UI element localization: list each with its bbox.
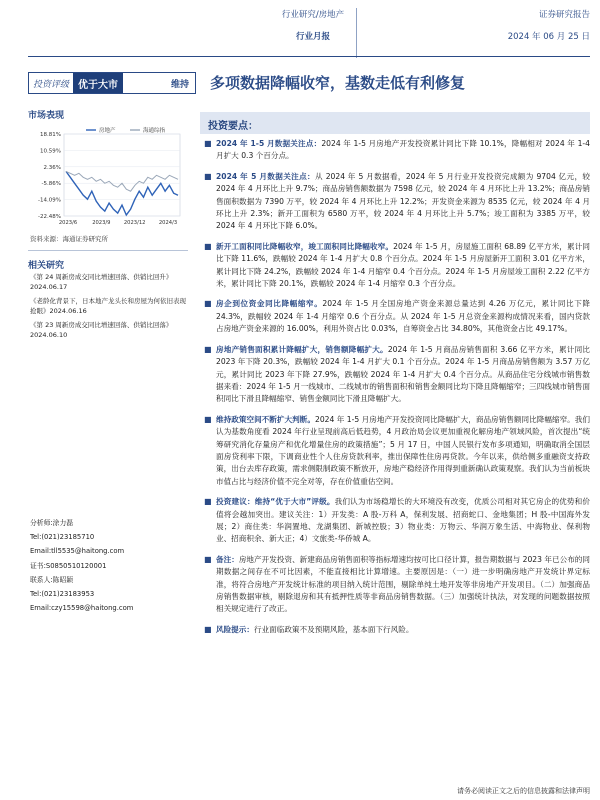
contact-tel: Tel:(021)23183953 [30, 590, 95, 599]
related-section-title: 相关研究 [28, 261, 65, 271]
rating-box [28, 72, 196, 94]
key-point-paragraph [204, 624, 590, 636]
series-line-index [66, 171, 178, 191]
x-tick-label: 2023/9 [92, 220, 111, 226]
header-category: 行业研究/房地产 [281, 10, 345, 20]
key-point-lead: 风险提示： [216, 624, 254, 634]
related-divider [28, 250, 188, 251]
rating-change: 维持 [170, 79, 189, 90]
analyst-block [30, 516, 133, 615]
key-point-text: 2024 年 1-5 月全国房地产资金来源总量达到 4.26 万亿元，累计同比下降 24.3%，跌幅较 2024 年 1-4 月缩窄 0.6 个百分点。从 2024 年 1-5 月总资金来源构成情况来看，国内贷款占房地产资金来源的 16.00%，利用外资占比 0.03%，自筹资金占比 34.80%，其他资金占比 49.17%。 [216, 299, 590, 334]
contact-name: 联系人:陈昭颖 [30, 575, 74, 584]
header-brand: 证券研究报告 [538, 10, 590, 20]
key-point-paragraph [204, 344, 590, 406]
y-tick-label: -5.86% [41, 181, 61, 188]
y-tick-label: -14.09% [38, 197, 61, 204]
key-point-paragraph [204, 298, 590, 335]
bullet-icon: ■ [204, 344, 212, 354]
key-point-text: 从 2024 年 5 月数据看，2024 年 5 月行业开发投资完成额为 9704 亿元，较 2024 年 4 月环比上升 9.7%；商品房销售额数据为 7598 亿元，较 2024 年 4 月环比上升 13.2%；商品房销售面积数据为 7390 万平，较 2024 年 4 月环比上升 12.2%；开发资金来源为 8535 亿元，较 2024 年 4 月环比上升 2.3%；新开工面积为 6580 万平，较 2024 年 4 月环比上升 5.7%；竣工面积为 3385 万平，较 2024 年 4 月环比下降 6.0%。 [216, 171, 590, 231]
analyst-email[interactable]: Email:tll5535@haitong.com [30, 547, 125, 556]
key-point-text: 房地产开发投资、新建商品房销售面积等指标增速均按可比口径计算，报告期数据与 2023 年已公布的同期数据之间存在不可比因素，不能直接相比计算增速。主要原因是：（一）进一步明确房地产开发统计界定标准，将符合房地产开发统计标准的项目纳入统计范围，剔除单纯土地开发等非房地产开发项目。（二）加强商品房销售数据审核，剔除退房和其有抵押性质等非商品房销售数据。（三）加强统计执法，对发现的问题数据按照相关规定进行了改正。 [216, 554, 591, 614]
x-tick-label: 2023/12 [123, 220, 146, 226]
key-point-lead: 2024 年 5 月数据关注点： [216, 171, 315, 181]
market-section-title: 市场表现 [28, 111, 65, 121]
bullet-icon: ■ [204, 139, 212, 148]
header-rule [28, 56, 590, 57]
x-tick-label: 2023/6 [58, 220, 78, 226]
key-point-text: 行业面临政策不及预期风险，基本面下行风险。 [253, 624, 414, 634]
key-point-lead: 备注： [216, 554, 239, 564]
bullet-icon: ■ [204, 624, 212, 634]
x-tick-label: 2024/3 [158, 220, 178, 226]
rating-label: 投资评级 [33, 79, 70, 90]
bullet-icon: ■ [204, 414, 212, 424]
header-left [268, 8, 358, 42]
header-date: 2024 年 06 月 25 日 [507, 32, 590, 42]
rating-value: 优于大市 [73, 73, 123, 93]
key-point-paragraph [204, 171, 590, 233]
chart-source: 资料来源：海通证券研究所 [30, 235, 108, 243]
market-chart-svg [28, 124, 188, 230]
legend-label: 房地产 [99, 128, 116, 134]
key-points-title: 投资要点： [208, 121, 258, 132]
key-point-text: 2024 年 1-5 月商品房销售面积 3.66 亿平方米，累计同比 2023 年下降 20.3%，跌幅较 2024 年 1-4 月扩大 0.1 个百分点。2024 年 1-5 月商品房销售额为 3.57 万亿元，累计同比 2023 年下降 27.9%，跌幅较 2024 年 1-4 月扩大 0.4 个百分点。从商品住宅分线城市销售数据来看：2024 年 1-5 月一线城市、二线城市的销售面积和销售金额同比均下降且降幅缩窄；三四线城市销售面积同比下滑且降幅缩窄、销售金额同比下滑且降幅扩大。 [216, 344, 590, 404]
header-report-type: 行业月报 [295, 32, 330, 42]
analyst-cert: 证书:S0850510120001 [30, 561, 107, 570]
contact-email[interactable]: Email:czy15598@haitong.com [30, 604, 134, 613]
key-point-lead: 2024 年 1-5 月数据关注点： [216, 139, 322, 148]
key-point-lead: 维持政策空间不断扩大判断。 [216, 414, 315, 424]
footer-disclaimer: 请务必阅读正文之后的信息披露和法律声明 [457, 787, 590, 795]
key-point-lead: 投资建议：维持“优于大市”评级。 [216, 497, 335, 507]
header-divider [356, 8, 357, 58]
key-point-text: 2024 年 1-5 月房地产开发投资同比降幅扩大，商品房销售额同比降幅缩窄。我们认为基数角度看 2024 年行业呈现前高后低趋势，4 月政治局会议更加重视化解房地产领域风险，首次提出“统筹研究消化存量房产和优化增量住房的政策措施”；5 月 17 日，中国人民银行发布多项通知，明确取消全国层面房贷利率下限，下调商业性个人住房贷款利率，推出保障性住房再贷款。今年以来，供给侧多重融资支持政策，出台去库存政策，需求侧限制政策不断放开，房地产稳经济作用得到重新确认政策观察。我们认为当前板块市值占比与经济价值不完全对等，存在价值重估空间。 [216, 414, 591, 486]
market-chart [28, 124, 188, 230]
legend-label: 海通综指 [143, 128, 166, 134]
key-point-text: 我们认为市场稳增长的大环境没有改变，优质公司相对其它房企的优势和价值将会越加突出。建议关注：1）开发类：A 股-万科 A，保利发展、招商蛇口、金地集团；H 股-中国海外发展；2）商住类：华润置地、龙湖集团、新城控股；3）物业类：万物云、华润万象生活、中海物业、保利物业、招商积余、新大正；4）文旅类-华侨城 A。 [216, 497, 591, 544]
key-points-bar [200, 112, 590, 134]
key-point-text: 2024 年 1-5 月，房屋施工面积 68.89 亿平方米，累计同比下降 11.6%，跌幅较 2024 年 1-4 月扩大 0.8 个百分点。2024 年 1-5 月房屋新开工面积 3.01 亿平方米，累计同比下降 24.2%，跌幅较 2024 年 1-4 月缩窄 0.4 个百分点。2024 年 1-5 月房屋竣工面积 2.22 亿平方米，累计同比下降 20.1%，跌幅较 2024 年 1-4 月缩窄 0.3 个百分点。 [216, 241, 590, 289]
bullet-icon: ■ [204, 241, 212, 251]
bullet-icon: ■ [204, 497, 212, 507]
key-point-lead: 新开工面积同比降幅收窄，竣工面积同比降幅收窄。 [216, 241, 394, 251]
bullet-icon: ■ [204, 554, 212, 564]
y-tick-label: 18.81% [40, 132, 61, 138]
analyst-name: 分析师:涂力磊 [30, 519, 74, 527]
key-point-paragraph [204, 414, 590, 488]
y-tick-label: -22.48% [38, 214, 61, 220]
key-point-paragraph [204, 496, 590, 546]
related-item[interactable]: 《第 23 周新房成交同比增速回落、供销比回落》2024.06.10 [30, 321, 173, 339]
key-point-paragraph [204, 241, 590, 291]
related-item[interactable]: 《第 24 周新房成交同比增速回落、供销比回升》2024.06.17 [30, 273, 173, 291]
key-point-lead: 房地产销售面积累计降幅扩大，销售额降幅扩大。 [216, 344, 388, 354]
report-title: 多项数据降幅收窄，基数走低有利修复 [210, 74, 466, 92]
bullet-icon: ■ [204, 299, 212, 309]
key-point-paragraph [204, 554, 590, 616]
related-item[interactable]: 《老龄化背景下，日本地产龙头长和房屋为何依旧表现抢眼》2024.06.16 [30, 297, 186, 315]
bullet-icon: ■ [204, 171, 212, 181]
key-point-text: 2024 年 1-5 月房地产开发投资累计同比下降 10.1%，降幅相对 2024 年 1-4 月扩大 0.3 个百分点。 [216, 139, 590, 161]
key-point-paragraph [204, 138, 590, 163]
key-points-body [204, 138, 590, 644]
key-point-lead: 房企到位资金同比降幅缩窄。 [216, 299, 323, 309]
y-tick-label: 2.36% [43, 164, 61, 171]
analyst-tel: Tel:(021)23185710 [30, 533, 95, 542]
header-right [430, 8, 590, 42]
y-tick-label: 10.59% [40, 148, 61, 155]
